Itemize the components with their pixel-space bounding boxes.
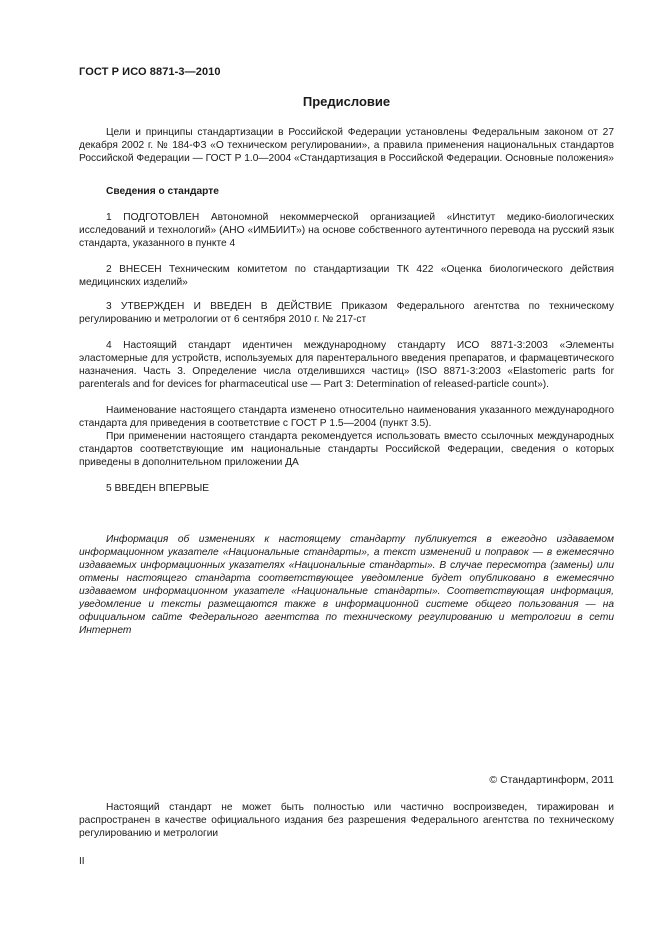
document-header: ГОСТ Р ИСО 8871-3—2010	[79, 66, 221, 78]
reproduction-notice: Настоящий стандарт не может быть полностью или частично воспроизведен, тиражирован и распространен в качестве официального издания без разрешения Федерального агентства по техническому регулированию и метрологии	[79, 802, 614, 839]
item-2: 2 ВНЕСЕН Техническим комитетом по стандартизации ТК 422 «Оценка биологического действия медицинских изделий»	[79, 264, 614, 288]
page-number: II	[79, 856, 85, 867]
item-3: 3 УТВЕРЖДЕН И ВВЕДЕН В ДЕЙСТВИЕ Приказом Федерального агентства по техническому регулированию и метрологии от 6 сентября 2010 г. № 217-ст	[79, 301, 614, 325]
info-notice: Информация об изменениях к настоящему стандарту публикуется в ежегодно издаваемом информационном указателе «Национальные стандарты», а текст изменений и поправок — в ежемесячно издаваемых информационных указателях «Национальные стандарты». В случае пересмотра (замены) или отмены настоящего стандарта соответствующее уведомление будет опубликовано в ежемесячно издаваемом информационном указателе «Национальные стандарты». Соответствующая информация, уведомление и тексты размещаются также в информационной системе общего пользования — на официальном сайте Федерального агентства по техническому регулированию и метрологии в сети Интернет	[79, 534, 614, 636]
item-5: 5 ВВЕДЕН ВПЕРВЫЕ	[106, 483, 210, 494]
copyright: © Стандартинформ, 2011	[489, 774, 614, 786]
section-title: Сведения о стандарте	[106, 186, 219, 197]
item-4-name-note: Наименование настоящего стандарта изменено относительно наименования указанного международного стандарта для приведения в соответствие с ГОСТ Р 1.5—2004 (пункт 3.5).	[79, 405, 614, 429]
item-1: 1 ПОДГОТОВЛЕН Автономной некоммерческой организацией «Институт медико-биологических исследований и технологий» (АНО «ИМБИИТ») на основе собственного аутентичного перевода на русский язык стандарта, указанного в пункте 4	[79, 212, 614, 249]
page-title: Предисловие	[302, 94, 391, 109]
item-4-application-note: При применении настоящего стандарта рекомендуется использовать вместо ссылочных международных стандартов соответствующие им национальные стандарты Российской Федерации, сведения о которых приведены в дополнительном приложении ДА	[79, 431, 614, 468]
intro-paragraph: Цели и принципы стандартизации в Российской Федерации установлены Федеральным законом от 27 декабря 2002 г. № 184-ФЗ «О техническом регулировании», а правила применения национальных стандартов Российской Федерации — ГОСТ Р 1.0—2004 «Стандартизация в Российской Федерации. Основные положения»	[79, 127, 614, 164]
item-4: 4 Настоящий стандарт идентичен международному стандарту ИСО 8871-3:2003 «Элементы эластомерные для устройств, используемых для парентерального введения препаратов, и фармацевтического назначения. Часть 3. Определение числа отделившихся частиц» (ISO 8871-3:2003 «Elastomeric parts for parenterals and for devices for pharmaceutical use — Part 3: Determination of released-particle count»).	[79, 340, 614, 390]
